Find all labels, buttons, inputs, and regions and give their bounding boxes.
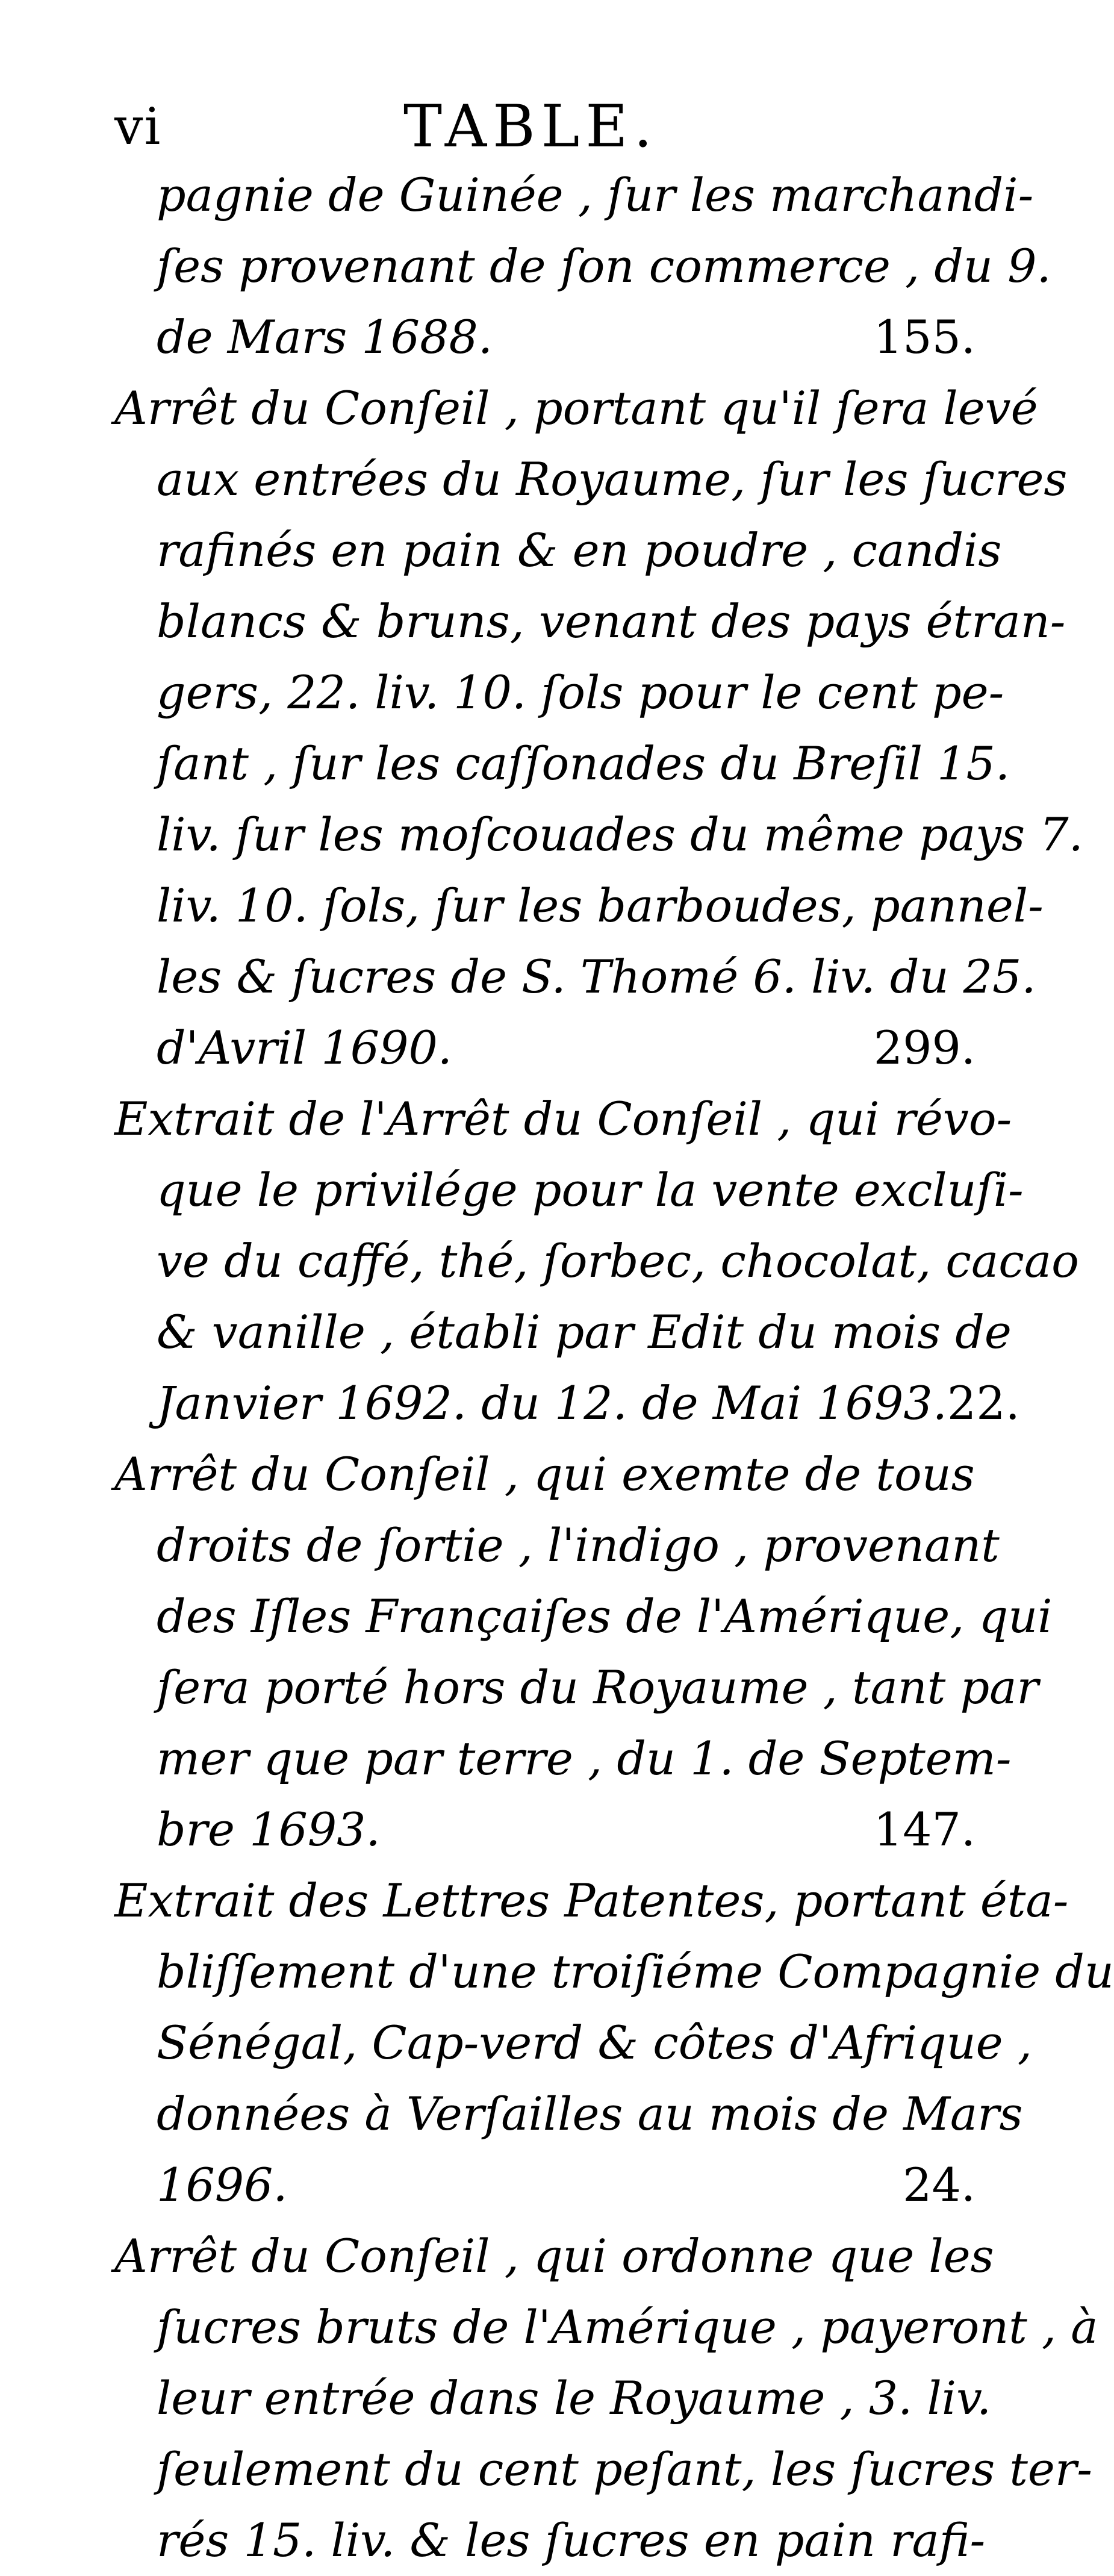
entry-line: rafinés en pain & en poudre , candis — [157, 523, 1002, 577]
entry-line-tail: Janvier 1692. du 12. de Mai 1693. — [157, 1376, 947, 1430]
entry-line: aux entrées du Royaume, ſur les ſucres — [157, 452, 1068, 506]
page-reference: 299. — [873, 1021, 976, 1074]
page-reference: 22. — [947, 1376, 1020, 1430]
entry-line: ſant , ſur les caſſonades du Breſil 15. — [157, 737, 1010, 790]
entry-line: données à Verſailles au mois de Mars — [157, 2087, 1023, 2141]
entry-line-tail: de Mars 1688. — [157, 310, 493, 364]
entry-line: ſeulement du cent peſant, les ſucres ter- — [157, 2442, 1092, 2496]
entry-line-tail: 1696. — [157, 2158, 288, 2212]
entry-reference-line — [114, 1794, 982, 1865]
entry-line: liv. 10. ſols, ſur les barboudes, pannel- — [157, 879, 1044, 932]
table-entry — [114, 2221, 1098, 2576]
entry-line: rés 15. liv. & les ſucres en pain rafi- — [157, 2513, 986, 2567]
entry-line: gers, 22. liv. 10. ſols pour le cent pe- — [157, 666, 1004, 719]
entry-line: pagnie de Guinée , ſur les marchandi- — [157, 168, 1034, 222]
entry-line: & vanille , établi par Edit du mois de — [157, 1305, 1012, 1359]
page-reference: 147. — [873, 1803, 976, 1856]
entry-line: ſucres bruts de l'Amérique , payeront , à — [157, 2300, 1098, 2354]
page-number: vi — [114, 97, 162, 156]
running-title: TABLE. — [403, 93, 658, 160]
entry-line: des Iſles Françaiſes de l'Amérique, qui — [157, 1589, 1053, 1643]
table-entry — [114, 1084, 1079, 1439]
entry-reference-line — [114, 1368, 1020, 1439]
entry-reference-line — [114, 2150, 982, 2221]
entry-line: droits de ſortie , l'indigo , provenant — [157, 1518, 1000, 1572]
table-entry — [114, 1865, 1114, 2221]
table-entry — [114, 1439, 1053, 1865]
entry-line: que le privilége pour la vente excluſi- — [157, 1163, 1024, 1217]
entry-line: Arrêt du Conſeil , qui exemte de tous — [114, 1447, 975, 1501]
page-reference: 155. — [873, 310, 976, 364]
entry-line: ſera porté hors du Royaume , tant par — [157, 1661, 1039, 1714]
table-entry — [114, 160, 1051, 373]
entry-line: les & ſucres de S. Thomé 6. liv. du 25. — [157, 950, 1036, 1003]
page-reference: 24. — [903, 2158, 976, 2212]
entry-line: mer que par terre , du 1. de Septem- — [157, 1732, 1012, 1785]
entry-line: blancs & bruns, venant des pays étran- — [157, 594, 1066, 648]
entry-line: liv. ſur les moſcouades du même pays 7. — [157, 808, 1083, 861]
entry-line-tail: d'Avril 1690. — [157, 1021, 452, 1074]
entry-line: Sénégal, Cap-verd & côtes d'Afrique , — [157, 2016, 1032, 2069]
entry-line: bliſſement d'une troiſiéme Compagnie du — [157, 1945, 1114, 1998]
page-header — [114, 90, 982, 169]
entry-line: Extrait de l'Arrêt du Conſeil , qui révo- — [114, 1092, 1012, 1146]
entry-reference-line — [114, 302, 982, 373]
entry-line: ſes provenant de ſon commerce , du 9. — [157, 239, 1051, 293]
entry-line-tail: bre 1693. — [157, 1803, 381, 1856]
entry-reference-line — [114, 1012, 982, 1084]
entry-line: Extrait des Lettres Patentes, portant éta- — [114, 1874, 1069, 1927]
entry-line: leur entrée dans le Royaume , 3. liv. — [157, 2371, 992, 2425]
entry-line: Arrêt du Conſeil , portant qu'il ſera levé — [114, 381, 1038, 435]
table-entries — [114, 160, 1114, 2576]
entry-line: Arrêt du Conſeil , qui ordonne que les — [114, 2229, 994, 2283]
entry-line: ve du caffé, thé, ſorbec, chocolat, cacao — [157, 1234, 1079, 1288]
table-entry — [114, 373, 1083, 1084]
